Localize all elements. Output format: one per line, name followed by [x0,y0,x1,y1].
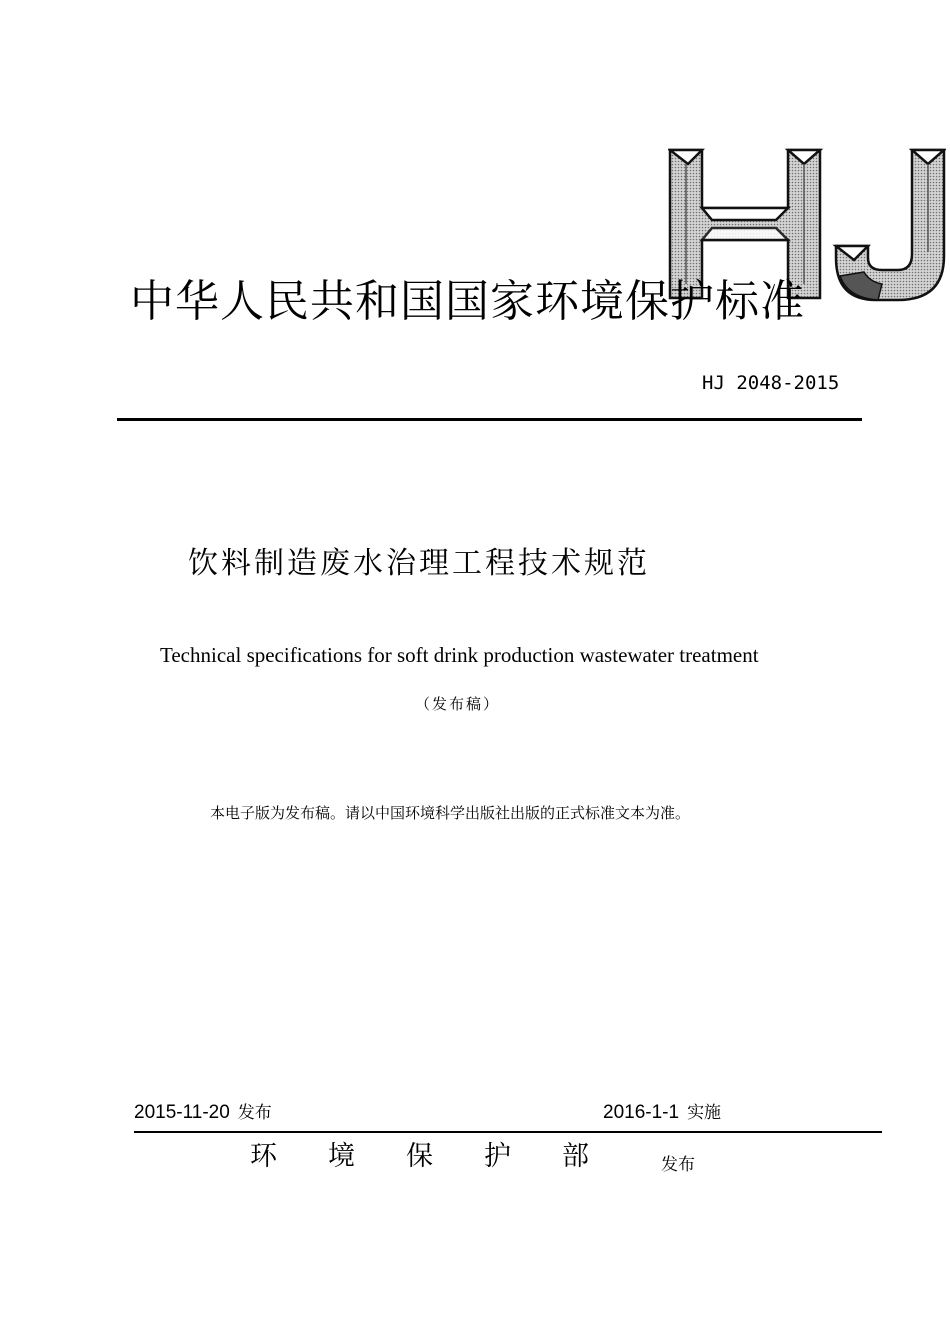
effective-suffix: 实施 [687,1103,722,1123]
footer-divider [134,1131,882,1133]
logo-letter-j [836,150,944,300]
standard-title-cn: 饮料制造废水治理工程技术规范 [188,546,650,581]
publication-notice: 本电子版为发布稿。请以中国环境科学出版社出版的正式标准文本为准。 [210,804,691,822]
document-header-title: 中华人民共和国国家环境保护标准 [130,276,805,327]
issuer-suffix: 发布 [661,1155,695,1175]
issuing-authority: 环境保护部 [250,1141,640,1172]
issue-suffix: 发布 [237,1103,272,1123]
header-divider [117,418,862,421]
effective-date: 2016-1-1 [603,1102,680,1123]
standard-number: HJ 2048-2015 [702,372,840,394]
effective-date-line [603,1101,721,1125]
issue-date: 2015-11-20 [134,1102,230,1123]
standard-title-en: Technical specifications for soft drink production wastewater treatment [160,643,759,667]
issue-date-line [134,1101,272,1125]
draft-label: （发布稿） [415,695,501,713]
